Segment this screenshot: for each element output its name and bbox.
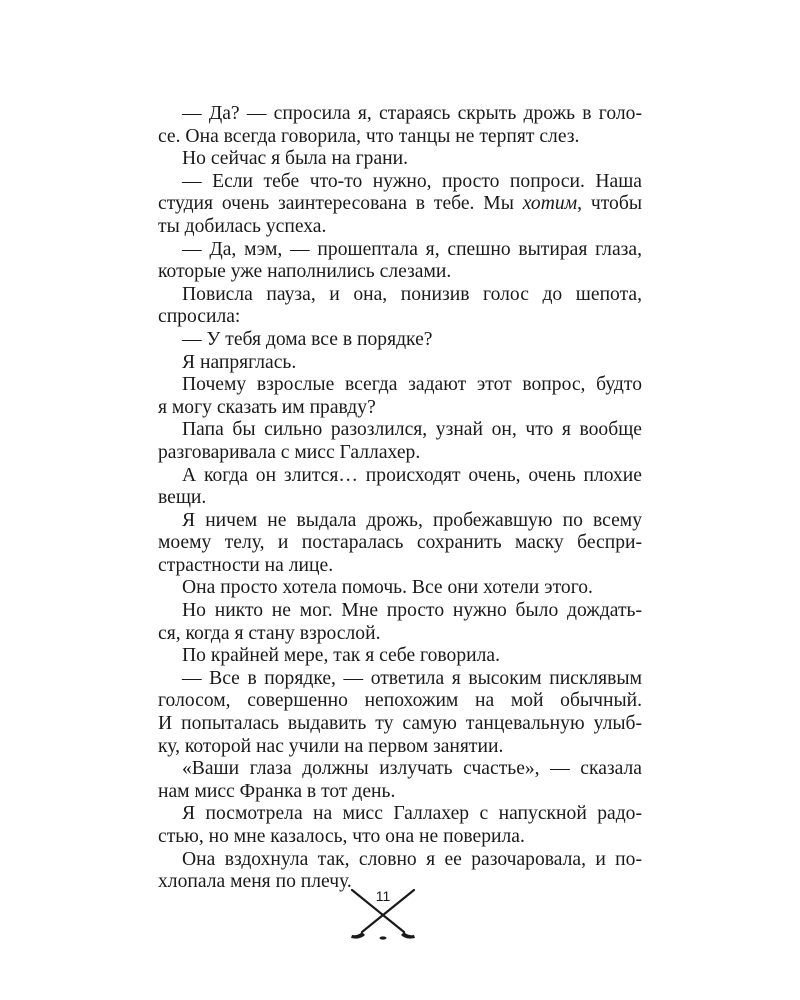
text-line: Папа бы сильно разозлился, узнай он, что я вообще bbox=[182, 419, 642, 441]
text-run: студия очень заинтересована в тебе. Мы bbox=[158, 193, 523, 215]
text-run: , чтобы bbox=[577, 193, 642, 215]
text-line: И попыталась выдавить ту самую танцевальную улыб- bbox=[158, 713, 642, 735]
text-line: вещи. bbox=[158, 487, 207, 509]
text-line: моему телу, и постаралась сохранить маску беспри- bbox=[158, 532, 642, 554]
text-line: разговаривала с мисс Галлахер. bbox=[158, 441, 421, 463]
page-folio bbox=[346, 884, 420, 944]
text-line: ку, которой нас учили на первом занятии. bbox=[158, 735, 504, 757]
text-line: Я напряглась. bbox=[182, 351, 297, 373]
text-line: нам мисс Франка в тот день. bbox=[158, 780, 396, 802]
text-line: — Все в порядке, — ответила я высоким писклявым bbox=[182, 667, 642, 689]
text-line: — Да, мэм, — прошептала я, спешно вытирая глаза, bbox=[182, 238, 642, 260]
text-line: стью, но мне казалось, что она не поверила. bbox=[158, 826, 525, 847]
text-line: спросила: bbox=[158, 306, 241, 328]
emphasis-text: хотим bbox=[522, 193, 578, 215]
text-line: ты добилась успеха. bbox=[158, 215, 327, 237]
text-line: «Ваши глаза должны излучать счастье», — сказала bbox=[182, 758, 642, 780]
text-line: — Если тебе что-то нужно, просто попроси. Наша bbox=[182, 170, 642, 192]
text-line: ся, когда я стану взрослой. bbox=[158, 622, 381, 644]
text-line: Она вздохнула так, словно я ее разочаровала, и по- bbox=[182, 848, 642, 870]
text-line: — У тебя дома все в порядке? bbox=[182, 328, 433, 350]
text-line: Я ничем не выдала дрожь, пробежавшую по всему bbox=[182, 509, 642, 531]
text-line: се. Она всегда говорила, что танцы не терпят слез. bbox=[158, 125, 580, 147]
text-line: которые уже наполнились слезами. bbox=[158, 261, 452, 283]
text-line: Но сейчас я была на грани. bbox=[182, 148, 409, 170]
page-number: 11 bbox=[375, 888, 391, 904]
text-line: Но никто не мог. Мне просто нужно было дождать- bbox=[182, 600, 642, 622]
text-line: По крайней мере, так я себе говорила. bbox=[182, 645, 500, 667]
text-line: голосом, совершенно непохожим на мой обычный. bbox=[158, 690, 642, 712]
text-line: А когда он злится… происходят очень, очень плохие bbox=[182, 464, 642, 486]
text-line: Повисла пауза, и она, понизив голос до шепота, bbox=[182, 283, 642, 305]
page-text bbox=[158, 103, 642, 894]
text-line bbox=[158, 193, 642, 216]
text-line: Почему взрослые всегда задают этот вопрос, будто bbox=[182, 374, 642, 396]
text-line: я могу сказать им правду? bbox=[158, 396, 376, 418]
text-line: — Да? — спросила я, стараясь скрыть дрожь в голо- bbox=[182, 103, 642, 124]
text-line: страстности на лице. bbox=[158, 554, 334, 576]
text-line: Она просто хотела помочь. Все они хотели этого. bbox=[182, 577, 593, 599]
text-line: хлопала меня по плечу. bbox=[158, 871, 352, 893]
text-line: Я посмотрела на мисс Галлахер с напускной радо- bbox=[182, 803, 642, 825]
